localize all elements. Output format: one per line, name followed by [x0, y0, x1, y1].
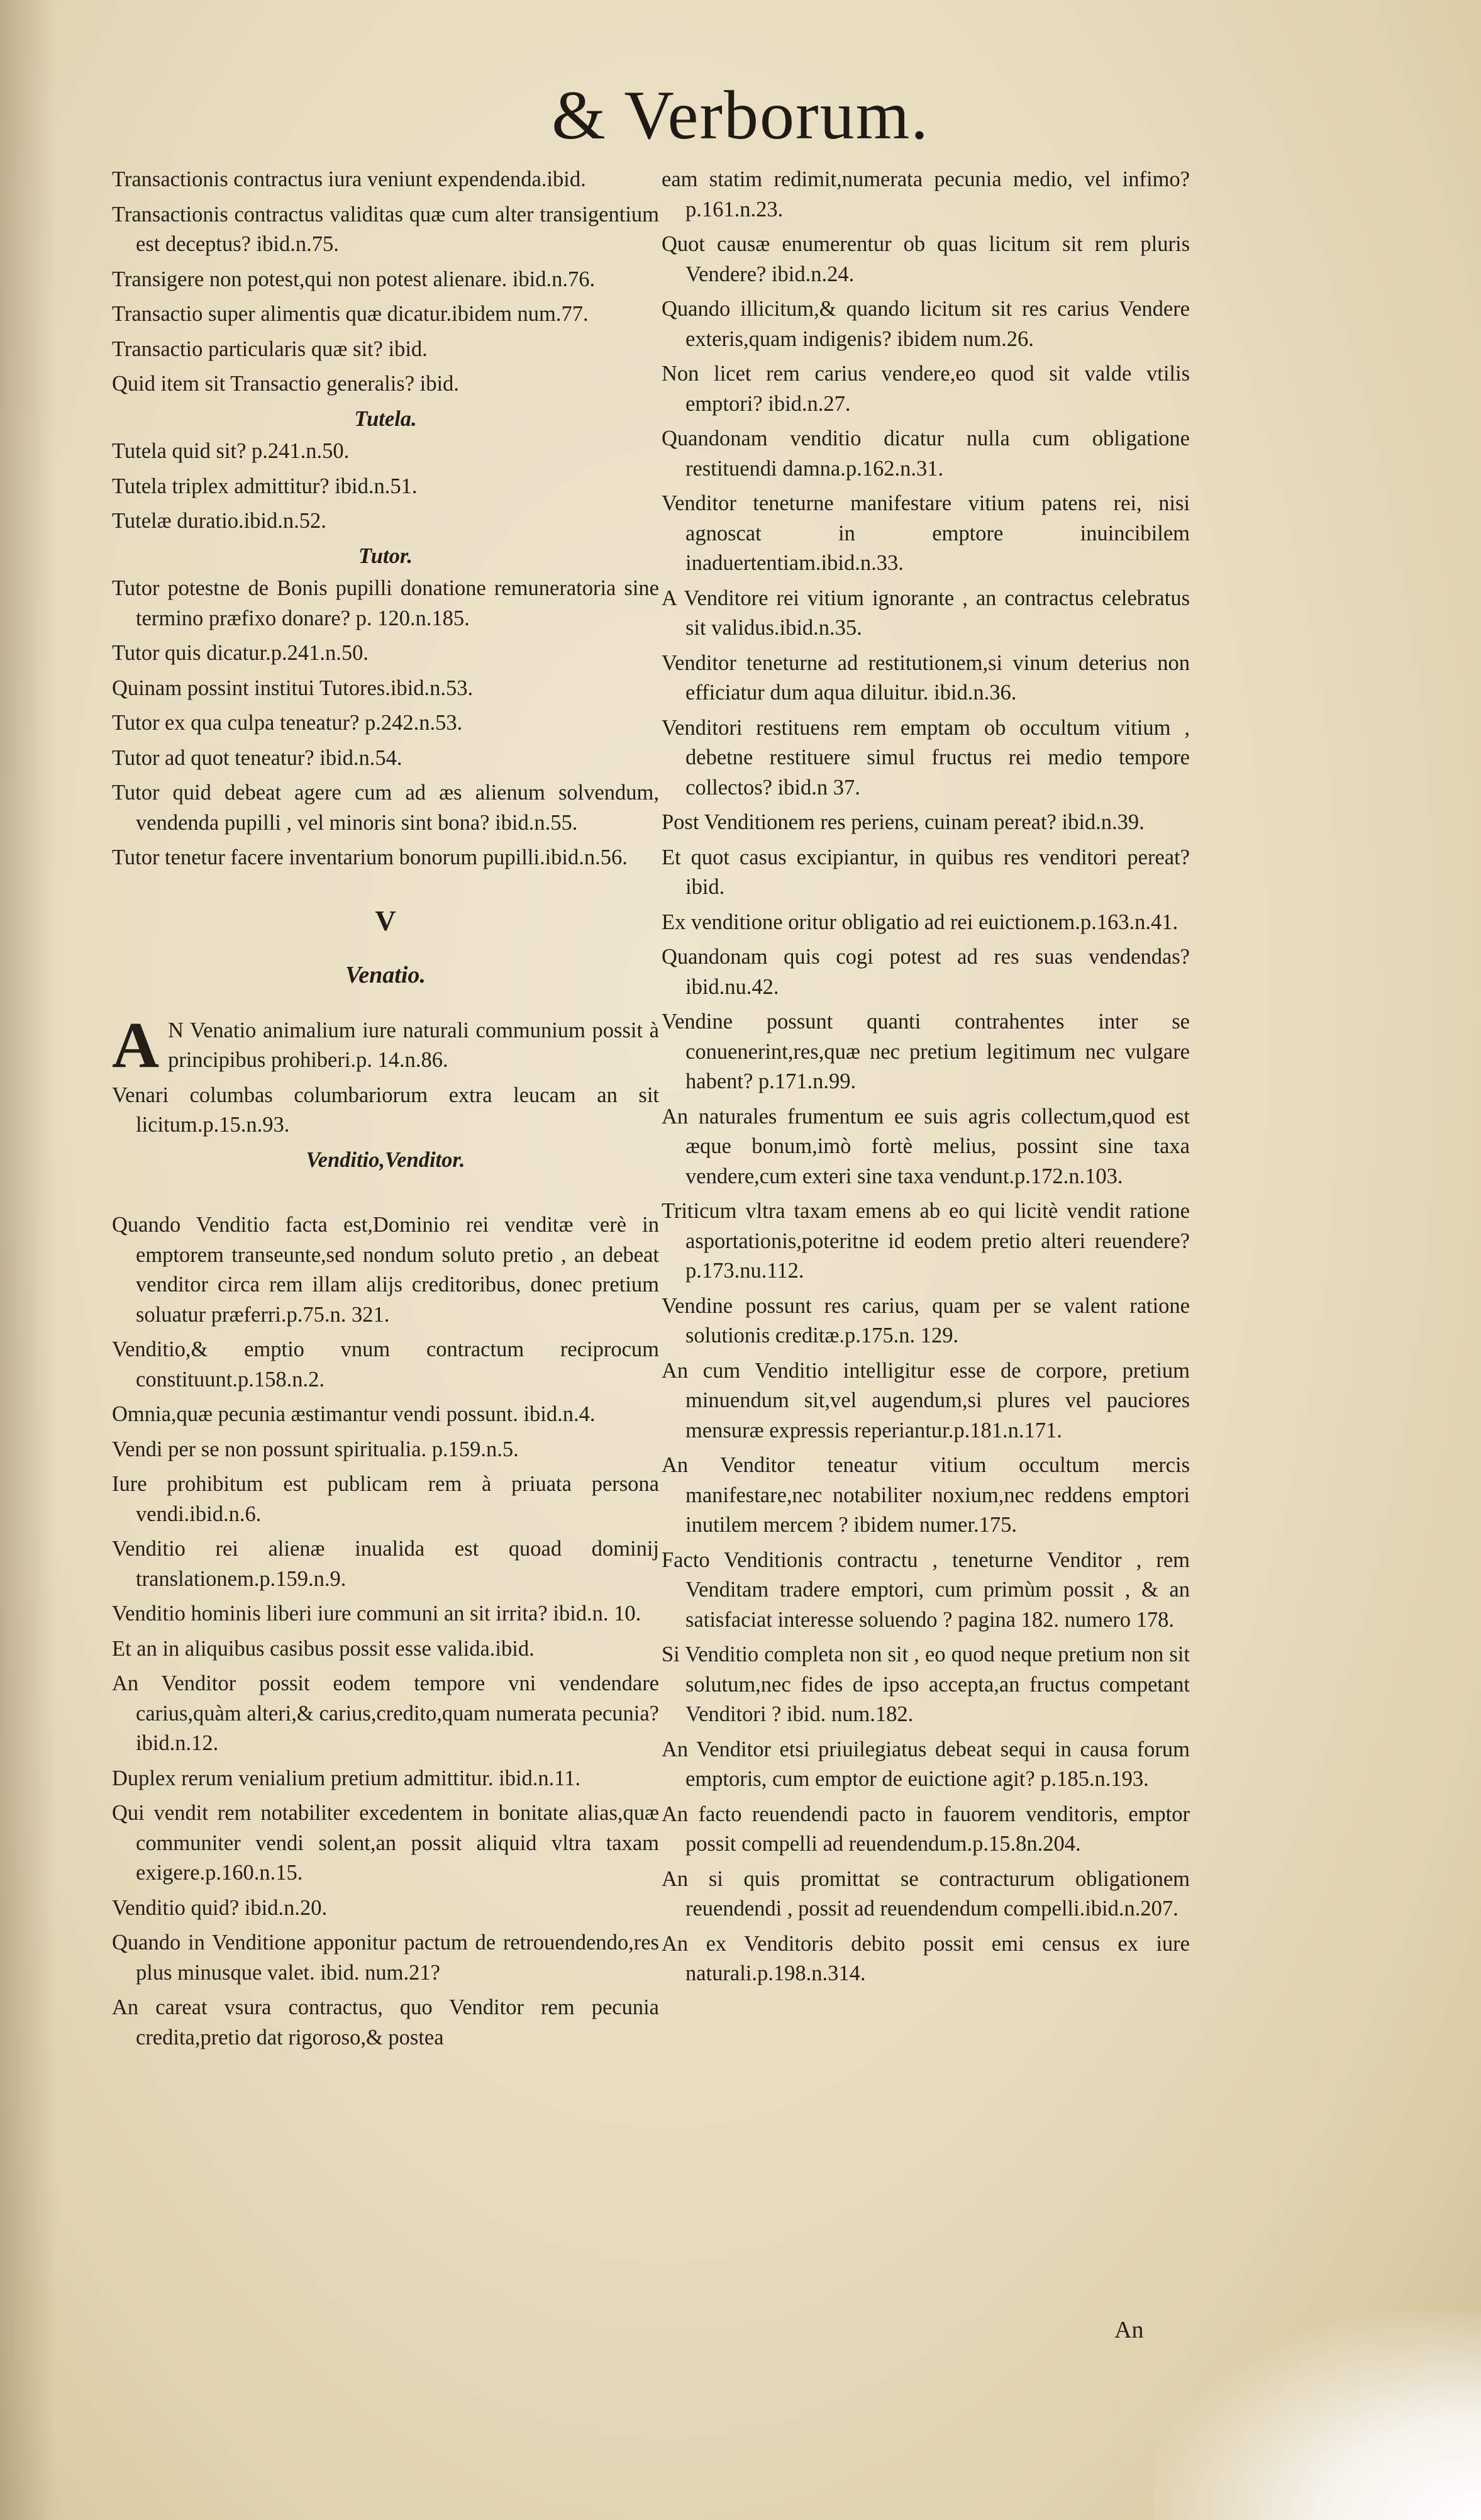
index-entry: Si Venditio completa non sit , eo quod neque pretium non sit solutum,nec fides de ipso accepta,an fructus competant Venditori ? ibid. num.182.: [662, 1642, 1190, 1726]
index-entry: Facto Venditionis contractu , teneturne Venditor , rem Venditam tradere emptori, cum primùm possit , & an satisfaciat interesse soluendo ? pagina 182. numero 178.: [662, 1547, 1190, 1632]
index-entry: Quando illicitum,& quando licitum sit res carius Vendere exteris,quam indigenis? ibidem num.26.: [662, 297, 1190, 351]
running-head: & Verborum.: [552, 77, 929, 153]
index-entry: An facto reuendendi pacto in fauorem venditoris, emptor possit compelli ad reuendendum.p.15.8n.204.: [662, 1802, 1190, 1856]
index-entry: Venditori restituens rem emptam ob occultum vitium , debetne restituere simul fructus rei medio tempore collectos? ibid.n 37.: [662, 715, 1190, 800]
index-entry: An careat vsura contractus, quo Venditor rem pecunia credita,pretio dat rigoroso,& postea: [112, 1995, 659, 2049]
index-entry: An si quis promittat se contracturum obligationem reuendendi , possit ad reuendendum compelli.ibid.n.207.: [662, 1866, 1190, 1921]
index-entry: Tutor ex qua culpa teneatur? p.242.n.53.: [112, 711, 463, 735]
index-entry: A Venditore rei vitium ignorante , an contractus celebratus sit validus.ibid.n.35.: [662, 586, 1190, 640]
index-entry: Vendi per se non possunt spiritualia. p.159.n.5.: [112, 1437, 519, 1461]
venatio-first-entry: [112, 1008, 659, 1081]
index-entry: An Venditor possit eodem tempore vni vendendare carius,quàm alteri,& carius,credito,quam numerata pecunia? ibid.n.12.: [112, 1671, 659, 1755]
index-entry: Quandonam venditio dicatur nulla cum obligatione restituendi damna.p.162.n.31.: [662, 427, 1190, 481]
index-entry: Venditio rei alienæ inualida est quoad dominij translationem.p.159.n.9.: [112, 1537, 659, 1591]
index-entry: Quando Venditio facta est,Dominio rei venditæ verè in emptorem transeunte,sed nondum soluto pretio , an debeat venditor circa rem illam alijs creditoribus, donec pretium soluatur præferri.p.75.n. 321.: [112, 1213, 659, 1327]
index-entry: Quandonam quis cogi potest ad res suas vendendas? ibid.nu.42.: [662, 945, 1190, 999]
subheading-tutor: Tutor.: [358, 544, 413, 568]
index-entry: An ex Venditoris debito possit emi census ex iure naturali.p.198.n.314.: [662, 1931, 1190, 1985]
index-entry: Transigere non potest,qui non potest alienare. ibid.n.76.: [112, 267, 596, 291]
index-entry: Venari columbas columbariorum extra leucam an sit licitum.p.15.n.93.: [112, 1083, 659, 1137]
index-entry: Ex venditione oritur obligatio ad rei euictionem.p.163.n.41.: [662, 910, 1179, 934]
index-entry: Vendine possunt quanti contrahentes inter se conuenerint,res,quæ nec pretium legitimum nec vulgare habent? p.171.n.99.: [662, 1010, 1190, 1093]
index-entry: Post Venditionem res periens, cuinam pereat? ibid.n.39.: [662, 810, 1145, 834]
tutela-entries: [112, 437, 659, 537]
index-entry: Tutor quis dicatur.p.241.n.50.: [112, 641, 369, 665]
index-entry: Quid item sit Transactio generalis? ibid.: [112, 372, 459, 396]
index-entry: Non licet rem carius vendere,eo quod sit valde vtilis emptori? ibid.n.27.: [662, 362, 1190, 416]
tutor-entries: [112, 574, 659, 873]
index-entry: Venditor teneturne manifestare vitium patens rei, nisi agnoscat in emptore inuincibilem inaduertentiam.ibid.n.33.: [662, 491, 1190, 575]
index-entry: Tutela triplex admittitur? ibid.n.51.: [112, 474, 418, 498]
venditio-entries: [112, 1210, 659, 2053]
index-entry: Triticum vltra taxam emens ab eo qui licitè vendit ratione asportationis,poteritne id eodem pretio alteri reuendere? p.173.nu.112.: [662, 1199, 1190, 1283]
index-entry: Et quot casus excipiantur, in quibus res venditori pereat? ibid.: [662, 845, 1190, 899]
entry-text: N Venatio animalium iure naturali communium possit à principibus prohiberi.p. 14.n.86.: [168, 1018, 659, 1072]
index-entry: An Venditor teneatur vitium occultum mercis manifestare,nec notabiliter noxium,nec reddens emptori inutilem mercem ? ibidem numer.175.: [662, 1453, 1190, 1537]
index-entry: An naturales frumentum ee suis agris collectum,quod est æque bonum,imò fortè melius, possint sine taxa vendere,cum exteri sine taxa vendunt.p.172.n.103.: [662, 1104, 1190, 1188]
index-entry: Tutela quid sit? p.241.n.50.: [112, 439, 350, 463]
index-entry: An Venditor etsi priuilegiatus debeat sequi in causa forum emptoris, cum emptor de euictione agit? p.185.n.193.: [662, 1737, 1190, 1791]
index-entry: Venditio quid? ibid.n.20.: [112, 1895, 328, 1920]
index-entry: Venditio hominis liberi iure communi an sit irrita? ibid.n. 10.: [112, 1602, 641, 1625]
paper-stain: [1154, 2312, 1481, 2520]
letter-heading-v: V: [375, 904, 396, 937]
index-entry: Transactionis contractus validitas quæ cum alter transigentium est deceptus? ibid.n.75.: [112, 202, 659, 256]
index-entry: Transactionis contractus iura veniunt expendenda.ibid.: [112, 167, 586, 191]
index-entry: Venditor teneturne ad restitutionem,si vinum deterius non efficiatur dum aqua diluitur. ibid.n.36.: [662, 650, 1190, 705]
index-entry: Tutor tenetur facere inventarium bonorum pupilli.ibid.n.56.: [112, 845, 628, 869]
index-entry: Tutor quid debeat agere cum ad æs alienum solvendum, vendenda pupilli , vel minoris sint bona? ibid.n.55.: [112, 781, 659, 835]
index-entry: Transactio particularis quæ sit? ibid.: [112, 337, 428, 361]
transactio-entries: [112, 165, 659, 399]
right-column: [662, 165, 1190, 1994]
index-entry: Qui vendit rem notabiliter excedentem in bonitate alias,quæ communiter vendi solent,an possit aliquid vltra taxam exigere.p.160.n.15.: [112, 1801, 659, 1885]
index-entry: eam statim redimit,numerata pecunia medio, vel infimo? p.161.n.23.: [662, 167, 1190, 221]
index-entry: Vendine possunt res carius, quam per se valent ratione solutionis creditæ.p.175.n. 129.: [662, 1293, 1190, 1347]
index-entry: Iure prohibitum est publicam rem à priuata persona vendi.ibid.n.6.: [112, 1472, 659, 1526]
index-entry: Quinam possint institui Tutores.ibid.n.53.: [112, 676, 474, 700]
subheading-venditio: Venditio,Venditor.: [306, 1147, 465, 1172]
index-entry: An cum Venditio intelligitur esse de corpore, pretium minuendum sit,vel augendum,si plures vel pauciores mensuræ expressis reperiantur.p.181.n.171.: [662, 1358, 1190, 1442]
index-entry: Tutor potestne de Bonis pupilli donatione remuneratoria sine termino præfixo donare? p. 120.n.185.: [112, 576, 659, 630]
index-entry: Quot causæ enumerentur ob quas licitum sit rem pluris Vendere? ibid.n.24.: [662, 232, 1190, 286]
index-entry: Transactio super alimentis quæ dicatur.ibidem num.77.: [112, 302, 589, 326]
index-entry: Quando in Venditione apponitur pactum de retrouendendo,res plus minusque valet. ibid. num.21?: [112, 1931, 659, 1985]
subheading-tutela: Tutela.: [354, 406, 417, 431]
index-entry: Tutelæ duratio.ibid.n.52.: [112, 509, 326, 533]
index-entry: Venditio,& emptio vnum contractum reciprocum constituunt.p.158.n.2.: [112, 1337, 659, 1391]
index-entry: Tutor ad quot teneatur? ibid.n.54.: [112, 745, 402, 770]
index-entry: Et an in aliquibus casibus possit esse valida.ibid.: [112, 1636, 535, 1661]
left-column: [112, 165, 659, 2058]
index-entry: Omnia,quæ pecunia æstimantur vendi possunt. ibid.n.4.: [112, 1402, 596, 1426]
subheading-venatio: Venatio.: [345, 962, 426, 988]
index-entry: Duplex rerum venialium pretium admittitur. ibid.n.11.: [112, 1766, 581, 1790]
catchword: An: [1114, 2317, 1144, 2343]
drop-cap: A: [112, 1008, 160, 1081]
